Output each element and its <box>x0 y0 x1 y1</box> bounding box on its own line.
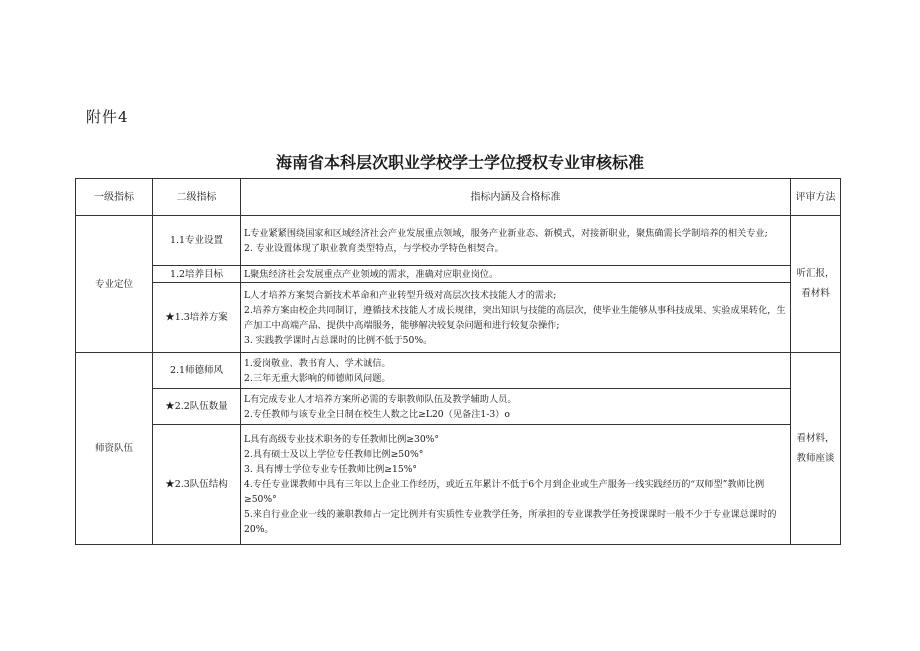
table-row <box>76 266 841 283</box>
criterion-line: 2.专任教师与该专业全日制在校生人数之比≥L20（见备注1-3）o <box>244 408 510 420</box>
method-cell: 看材料，教师座谈 <box>791 353 841 545</box>
criterion-line: 3. 实践教学课时占总课时的比例不低于50%。 <box>244 334 433 346</box>
criterion-line: 3. 具有博士学位专业专任教师比例≥15%° <box>244 464 418 475</box>
level1-cell: 专业定位 <box>76 216 153 353</box>
table-row <box>76 389 841 425</box>
level2-cell: 1.2培养目标 <box>153 266 241 283</box>
criterion-line: 4.专任专业课教师中具有三年以上企业工作经历，或近五年累计不低于6个月到企业或生产服务一线实践经历的“双师型”教师比例≥50%° <box>244 479 765 505</box>
level2-cell: ★2.3队伍结构 <box>153 425 241 545</box>
content-cell <box>241 389 791 425</box>
criterion-line: L具有高级专业技术职务的专任教师比例≥30%° <box>244 434 440 445</box>
level2-cell: ★1.3培养方案 <box>153 283 241 353</box>
level2-cell: 1.1专业设置 <box>153 216 241 266</box>
criterion-line: 2.三年无重大影响的师德师风问题。 <box>244 372 391 384</box>
level2-cell: ★2.2队伍数量 <box>153 389 241 425</box>
content-cell <box>241 216 791 266</box>
criterion-line: L专业紧紧围绕国家和区域经济社会产业发展重点领域，服务产业新业态、新模式，对接新职业，聚焦确需长学制培养的相关专业; <box>244 227 768 239</box>
level2-cell: 2.1师德师风 <box>153 353 241 389</box>
content-cell <box>241 353 791 389</box>
header-method: 评审方法 <box>791 179 841 216</box>
table-header-row <box>76 179 841 216</box>
header-level1: 一级指标 <box>76 179 153 216</box>
document-title: 海南省本科层次职业学校学士学位授权专业审核标准 <box>275 153 644 172</box>
table-row <box>76 216 841 266</box>
content-cell <box>241 283 791 353</box>
criterion-line: 5.来自行业企业一线的兼职教师占一定比例并有实质性专业教学任务，所承担的专业课教学任务授课课时一般不少于专业课总课时的20%。 <box>244 509 777 535</box>
table-row <box>76 283 841 353</box>
level1-cell: 师资队伍 <box>76 353 153 545</box>
table-row <box>76 353 841 389</box>
criterion-line: L聚焦经济社会发展重点产业领域的需求，准确对应职业岗位。 <box>244 268 499 280</box>
content-cell <box>241 266 791 283</box>
criterion-line: 2.具有硕士及以上学位专任教师比例≥50%° <box>244 449 424 460</box>
standards-table <box>75 178 841 545</box>
attachment-label: 附件4 <box>86 108 129 126</box>
criterion-line: L有完成专业人才培养方案所必需的专职教师队伍及教学辅助人员。 <box>244 393 517 405</box>
criterion-line: 1.爱岗敬业、教书育人、学术诚信。 <box>244 357 391 369</box>
criterion-line: L人才培养方案契合新技术革命和产业转型升级对高层次技术技能人才的需求; <box>244 289 557 301</box>
criterion-line: 2. 专业设置体现了职业教育类型特点，与学校办学特色相契合。 <box>244 242 504 254</box>
method-cell: 听汇报，看材料 <box>791 216 841 353</box>
header-level2: 二级指标 <box>153 179 241 216</box>
content-cell <box>241 425 791 545</box>
criterion-line: 2.培养方案由校企共同制订，遵循技术技能人才成长规律，突出知识与技能的高层次，使毕业生能够从事科技成果、实验成果转化，生产加工中高端产品、提供中高端服务，能够解决较复杂问题和进行较复杂操作; <box>244 304 786 331</box>
table-row <box>76 425 841 545</box>
header-content: 指标内涵及合格标准 <box>241 179 791 216</box>
